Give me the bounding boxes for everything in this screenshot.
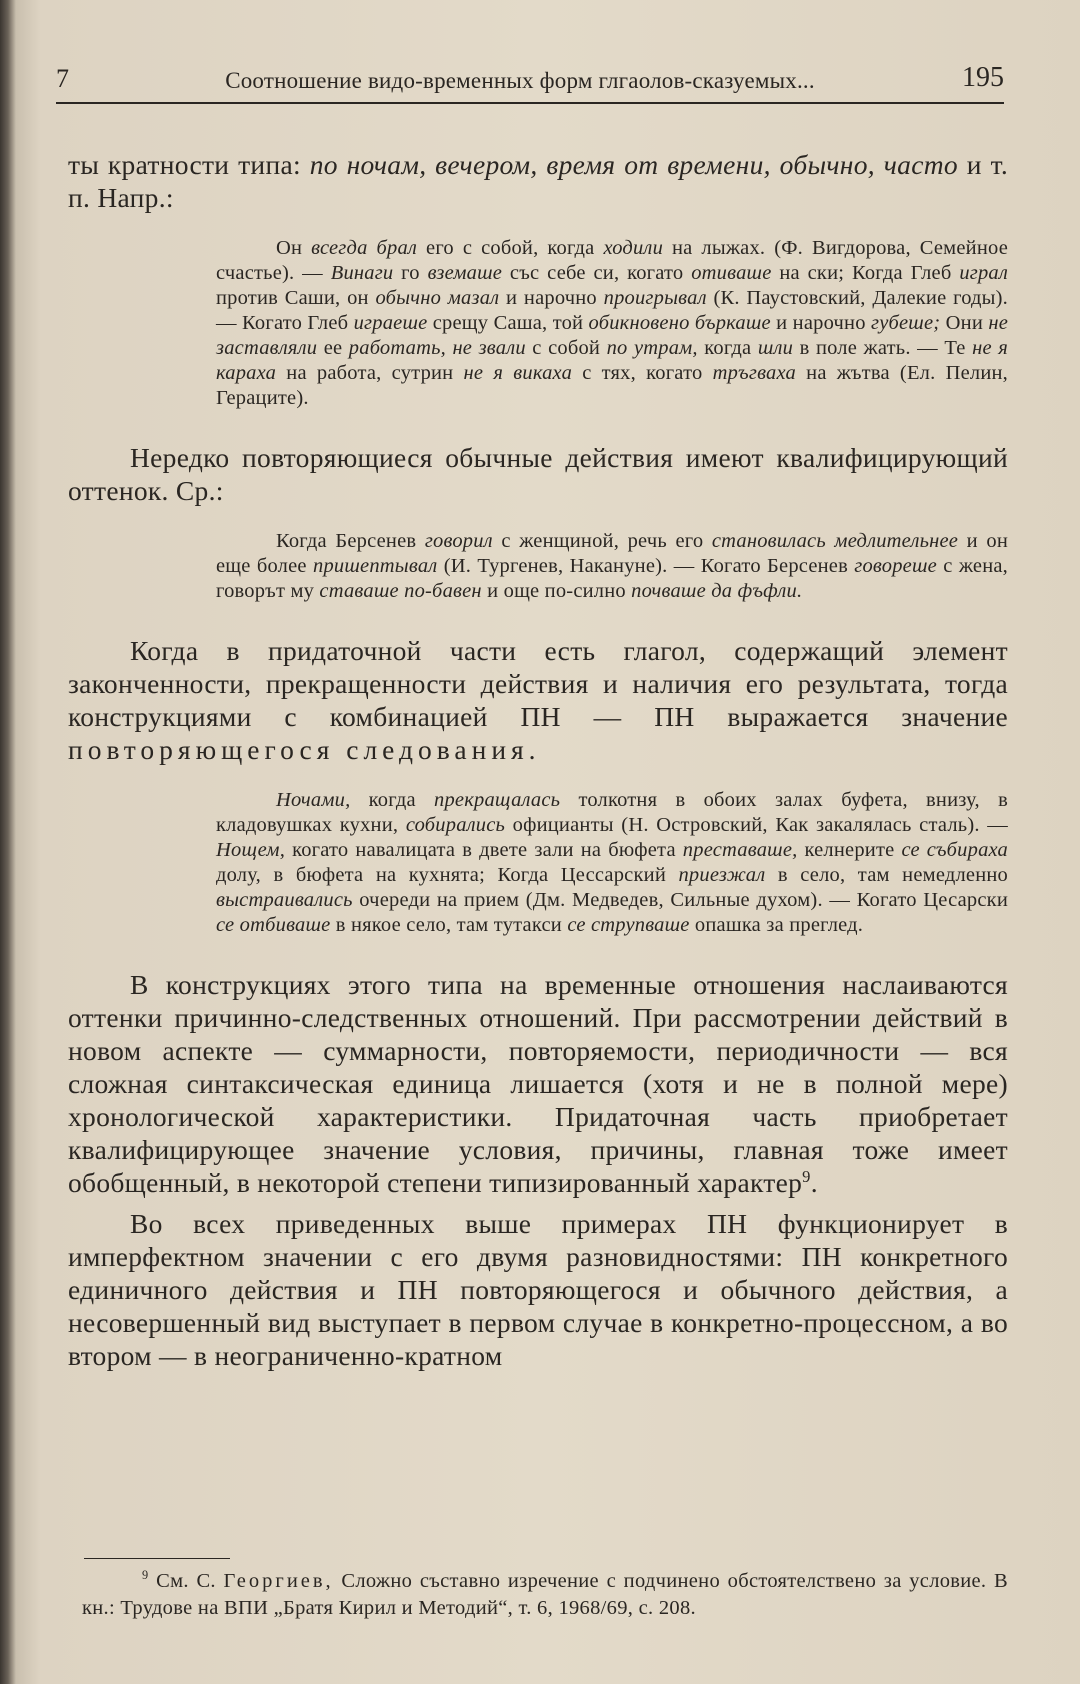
text: Когда в придаточной части есть глагол, содержащий элемент законченности, прекращенности действия и наличия его результата, тогда конструкциями с комбинацией ПН — ПН выражается значение	[68, 635, 1008, 732]
text: ты кратности типа:	[68, 149, 310, 180]
italic-text: Нощем,	[216, 839, 286, 861]
italic-text: выстраивались	[216, 889, 353, 911]
page-number: 195	[962, 62, 1004, 93]
italic-text: почваше да фъфли.	[631, 580, 803, 602]
running-head	[56, 64, 1004, 104]
italic-text: тръгваха	[712, 362, 796, 384]
text: на ски; Когда Глеб	[771, 262, 960, 284]
text: (К. Паустовский, Далекие годы). — Когато Глеб	[216, 287, 1009, 334]
italic-text: прекращалась	[434, 789, 561, 811]
paragraph-3	[68, 634, 1008, 766]
text: против Саши, он	[216, 287, 376, 309]
intro-paragraph	[68, 148, 1008, 214]
chapter-number: 7	[56, 64, 69, 93]
italic-text: преставаше,	[682, 839, 798, 861]
italic-text: играл	[959, 262, 1008, 284]
text: и т. п. Напр.:	[68, 149, 1008, 213]
italic-text: проигрывал	[603, 287, 707, 309]
italic-text: работать, не звали	[348, 337, 526, 359]
text: келнерите	[797, 839, 902, 861]
text: на работа, сутрин	[276, 362, 464, 384]
footnote-number: 9	[142, 1568, 149, 1583]
italic-text: по утрам,	[606, 337, 698, 359]
italic-text: ставаше по-бавен	[319, 580, 482, 602]
text: го	[393, 262, 428, 284]
text: в село, там немедленно	[765, 864, 1008, 886]
text: Они	[940, 312, 989, 334]
text: в някое село, там тутакси	[330, 914, 568, 936]
italic-text: ходили	[603, 237, 664, 259]
italic-text: всегда брал	[311, 237, 418, 259]
text: Когда Берсенев	[276, 530, 425, 552]
footnote-divider	[84, 1558, 230, 1559]
italic-text: не заставляли	[216, 312, 1008, 359]
italic-text: приезжал	[678, 864, 766, 886]
paragraph-2: Нередко повторяющиеся обычные действия имеют квалифицирующий оттенок. Ср.:	[68, 442, 1008, 506]
main-text	[68, 148, 1008, 1372]
example-quote-3	[216, 788, 1008, 938]
footnote	[82, 1568, 1008, 1622]
text: в поле жать. — Те	[793, 337, 973, 359]
running-title: Соотношение видо-временных форм глгаолов-сказуемых...	[225, 68, 815, 93]
text: его с собой, когда	[417, 237, 604, 259]
italic-text: не я викаха	[463, 362, 573, 384]
text: на лыжах. (Ф. Вигдорова, Семейное счастье). —	[216, 237, 1008, 284]
text: и нарочно	[770, 312, 871, 334]
italic-text: отиваше	[691, 262, 772, 284]
italic-text: собирались	[405, 814, 506, 836]
italic-text: се събираха	[901, 839, 1009, 861]
text: и он еще более	[216, 530, 1008, 577]
italic-text: обикновено бъркаше	[588, 312, 771, 334]
italic-text: обычно мазал	[375, 287, 500, 309]
italic-text: по ночам, вечером, время от времени, обычно, часто	[309, 149, 958, 180]
example-quote-1	[216, 236, 1008, 411]
text: на жътва (Ел. Пелин, Гераците).	[216, 362, 1008, 409]
text: очереди на прием (Дм. Медведев, Сильные духом). — Когато Цесарски	[352, 889, 1008, 911]
italic-text: вземаше	[427, 262, 503, 284]
text: с жена, говорът му	[216, 555, 1009, 602]
text: когато навалицата в двете зали на бюфета	[285, 839, 683, 861]
italic-text: Винаги	[330, 262, 394, 284]
text: В конструкциях этого типа на временные отношения наслаиваются оттенки причинно-следственных отношений. При рассмотрении действий в новом аспекте — суммарности, повторяемости, периодичности — вся сложная синтаксическая единица лишается (хотя и не в полной мере) хронологической характеристики. Придаточная часть приобретает квалифицирующее значение условия, причины, главная тоже имеет обобщенный, в некоторой степени типизированный характер	[68, 969, 1008, 1198]
italic-text: шли	[757, 337, 794, 359]
text: с собой	[525, 337, 607, 359]
text: ее	[317, 337, 349, 359]
text: .	[810, 1167, 818, 1198]
spaced-emphasis: повторяющегося следования.	[68, 734, 541, 765]
text: с тях, когато	[572, 362, 713, 384]
italic-text: играеше	[353, 312, 428, 334]
italic-text: пришептывал	[313, 555, 438, 577]
text: толкотня в обоих залах буфета, внизу, в кладовушках кухни,	[216, 789, 1008, 836]
text: срещу Саша, той	[427, 312, 589, 334]
example-quote-2	[216, 529, 1008, 604]
italic-text: говорил	[424, 530, 493, 552]
italic-text: не я караха	[216, 337, 1008, 384]
italic-text: губеше;	[871, 312, 941, 334]
paragraph-4	[68, 968, 1008, 1199]
footnote-reference[interactable]: 9	[802, 1166, 811, 1186]
text: с женщиной, речь его	[492, 530, 712, 552]
text: и още по-силно	[481, 580, 632, 602]
text: когда	[697, 337, 758, 359]
text: когда	[350, 789, 435, 811]
italic-text: Ночами,	[276, 789, 351, 811]
text: См. С.	[148, 1570, 224, 1592]
text: Сложно съставно изречение с подчинено обстоятелствено за условие. В кн.: Трудове на ВПИ „Братя Кирил и Методий“, т. 6, 1968/69, с. 208.	[82, 1570, 1008, 1619]
italic-text: се отбиваше	[216, 914, 331, 936]
footnote-author: Георгиев,	[223, 1570, 334, 1592]
text: официанты (Н. Островский, Как закалялась сталь). —	[505, 814, 1008, 836]
italic-text: се струпваше	[567, 914, 690, 936]
text: със себе си, когато	[502, 262, 692, 284]
text: долу, в бюфета на кухнята; Когда Цессарский	[216, 864, 679, 886]
text: Он	[276, 237, 312, 259]
italic-text: говореше	[854, 555, 937, 577]
text: и нарочно	[499, 287, 604, 309]
text: (И. Тургенев, Накануне). — Когато Берсенев	[437, 555, 855, 577]
italic-text: становилась медлительнее	[711, 530, 959, 552]
text: опашка за преглед.	[689, 914, 864, 936]
paragraph-5: Во всех приведенных выше примерах ПН функционирует в имперфектном значении с его двумя разновидностями: ПН конкретного единичного действия и ПН повторяющегося и обычного действия, а несовершенный вид выступает в первом случае в конкретно-процессном, а во втором — в неограниченно-кратном	[68, 1208, 1008, 1371]
